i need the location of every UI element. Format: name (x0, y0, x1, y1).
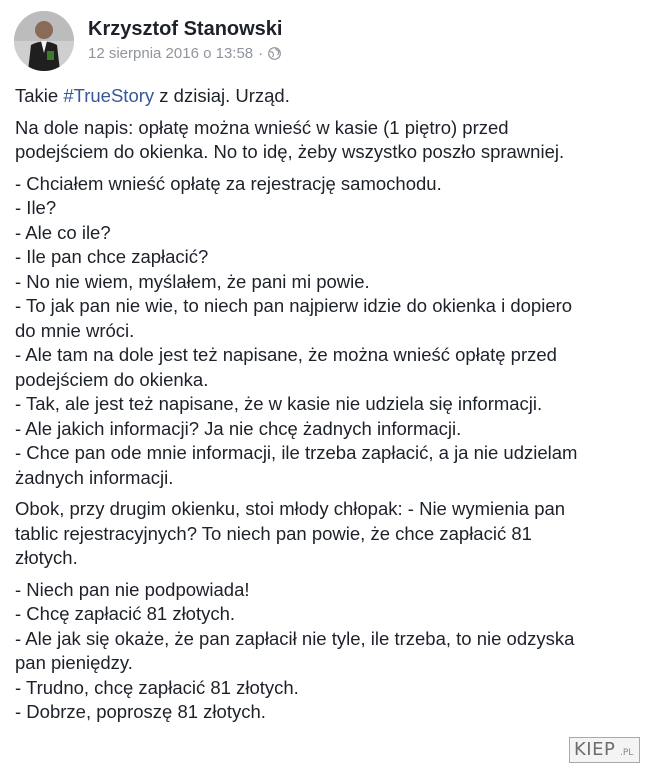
dialogue-line: - Ale jakich informacji? Ja nie chcę żadnych informacji. (15, 417, 462, 439)
dialogue-line: - Ale co ile? (15, 221, 111, 243)
intro-paragraph (15, 84, 643, 109)
dialogue-line: - Tak, ale jest też napisane, że w kasie nie udziela się informacji. (15, 393, 543, 414)
dialogue-line: - Chcę zapłacić 81 złotych. (15, 603, 236, 624)
dialogue-line: - Ile? (15, 197, 57, 218)
dialogue-line: do mnie wróci. (15, 319, 135, 341)
kiep-watermark-logo (569, 737, 640, 763)
dialogue-line: pan pieniędzy. (15, 652, 133, 673)
dialogue-line: - Ale tam na dole jest też napisane, że można wnieść opłatę przed (15, 344, 557, 365)
text-line: złotych. (15, 547, 78, 568)
text-line: Obok, przy drugim okienku, stoi młody chłopak: - Nie wymienia pan (15, 498, 566, 519)
dialogue-line: - Chciałem wnieść opłatę za rejestrację samochodu. (15, 172, 442, 194)
hashtag-link[interactable]: #TrueStory (63, 85, 155, 106)
watermark-main-text: KIEP (574, 739, 616, 760)
intro-suffix: z dzisiaj. Urząd. (154, 85, 290, 106)
profile-photo (14, 11, 74, 71)
meta-separator: · (258, 45, 264, 62)
intro-prefix: Takie (15, 85, 64, 106)
paragraph-1 (15, 116, 643, 165)
avatar[interactable] (14, 11, 74, 71)
post-body (15, 84, 643, 732)
paragraph-2 (15, 497, 643, 571)
dialogue-line: - Niech pan nie podpowiada! (15, 578, 250, 600)
watermark-suffix-text: .PL (620, 748, 634, 758)
dialogue-line: żadnych informacji. (15, 466, 174, 488)
dialogue-line: - To jak pan nie wie, to niech pan najpierw idzie do okienka i dopiero (15, 295, 573, 316)
dialogue-2 (15, 578, 643, 725)
dialogue-line: - Ale jak się okaże, że pan zapłacił nie tyle, ile trzeba, to nie odzyska (15, 627, 575, 649)
text-line: Na dole napis: opłatę można wnieść w kasie (1 piętro) przed (15, 116, 509, 138)
dialogue-line: podejściem do okienka. (15, 368, 209, 390)
dialogue-1 (15, 172, 643, 491)
post-meta (88, 45, 281, 64)
dialogue-line: - Dobrze, poproszę 81 złotych. (15, 701, 266, 722)
dialogue-line: - Ile pan chce zapłacić? (15, 246, 209, 267)
dialogue-line: - No nie wiem, myślałem, że pani mi powie. (15, 270, 370, 292)
dialogue-line: - Chce pan ode mnie informacji, ile trzeba zapłacić, a ja nie udzielam (15, 442, 578, 463)
author-name[interactable]: Krzysztof Stanowski (88, 18, 283, 40)
text-line: podejściem do okienka. No to idę, żeby wszystko poszło sprawniej. (15, 141, 565, 162)
dialogue-line: - Trudno, chcę zapłacić 81 złotych. (15, 676, 299, 698)
text-line: tablic rejestracyjnych? To niech pan powie, że chce zapłacić 81 (15, 522, 532, 544)
post-timestamp[interactable]: 12 sierpnia 2016 o 13:58 (88, 45, 254, 62)
globe-icon[interactable] (268, 47, 281, 64)
